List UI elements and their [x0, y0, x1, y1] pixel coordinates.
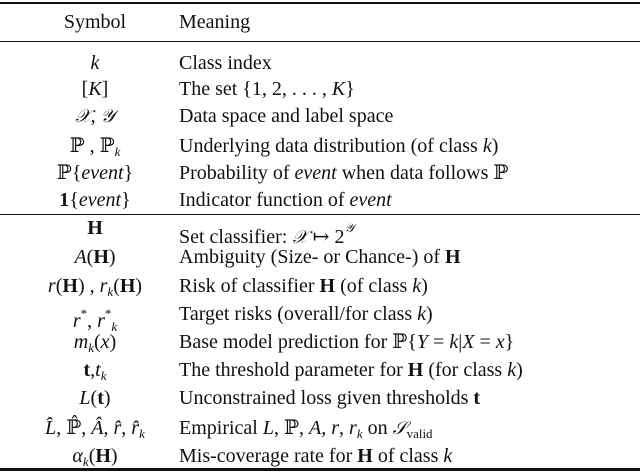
table-row — [0, 132, 640, 160]
symbol-cell — [0, 102, 190, 131]
symbol-text: event — [81, 162, 124, 184]
symbol-text: ℙ{ — [56, 162, 82, 184]
symbol-text: ) — [103, 387, 111, 409]
symbol-text: K — [88, 78, 102, 100]
meaning-text: Set classifier: — [179, 226, 293, 248]
meaning-text: k — [482, 135, 492, 157]
symbol-text: H — [119, 275, 136, 297]
symbol-text: 1 — [59, 189, 70, 211]
symbol-text: , ℙ̂, — [56, 417, 92, 439]
meaning-text: 𝒮 — [392, 418, 407, 439]
meaning-text: when data follows ℙ — [336, 162, 509, 184]
symbol-cell — [0, 442, 190, 476]
meaning-text: (of class — [335, 275, 413, 297]
meaning-text: Ambiguity (Size- or Chance-) of — [179, 246, 446, 268]
symbol-text: k — [90, 52, 100, 74]
meaning-cell — [179, 159, 508, 187]
symbol-text: ( — [55, 275, 63, 297]
table-row — [0, 186, 640, 214]
table-row — [0, 159, 640, 187]
symbol-text: k — [100, 368, 107, 383]
meaning-text: Indicator function of — [179, 189, 350, 211]
meaning-text: event — [294, 162, 337, 184]
symbol-text: [ — [81, 78, 89, 100]
symbol-text: k — [111, 319, 118, 334]
symbol-text: x — [100, 331, 110, 353]
symbol-text: H — [95, 445, 111, 467]
meaning-text: = — [474, 331, 496, 353]
meaning-text: Risk of classifier — [179, 275, 320, 297]
meaning-text: t — [473, 387, 481, 409]
symbol-text: } — [121, 189, 131, 211]
meaning-text: Underlying data distribution (of class — [179, 135, 483, 157]
meaning-cell — [179, 328, 514, 356]
meaning-text: ) — [421, 275, 428, 297]
meaning-cell — [179, 243, 461, 271]
symbol-text: H — [62, 275, 78, 297]
meaning-text: A — [309, 417, 322, 439]
meaning-cell — [179, 49, 272, 77]
top-rule — [0, 2, 640, 4]
meaning-text: X — [462, 331, 475, 353]
symbol-text: ℙ , ℙ — [69, 135, 115, 157]
table-row — [0, 414, 640, 442]
meaning-text: , — [339, 417, 350, 439]
symbol-text: α — [72, 445, 83, 467]
meaning-text: 𝒳 — [292, 227, 308, 248]
meaning-text: , — [321, 417, 332, 439]
symbol-text: k — [82, 454, 89, 469]
symbol-text: 𝒴 — [100, 106, 115, 127]
meaning-text: Mis-coverage rate for — [179, 445, 358, 467]
symbol-text: ( — [86, 246, 94, 268]
meaning-text: r — [331, 417, 340, 439]
symbol-text: , — [87, 310, 98, 332]
meaning-text: The threshold parameter for — [179, 359, 408, 381]
symbol-cell — [0, 214, 190, 242]
symbol-cell — [0, 159, 190, 187]
header-rule — [0, 41, 640, 42]
symbol-text: ] — [101, 78, 109, 100]
symbol-text: t — [97, 387, 104, 409]
symbol-text: , — [90, 105, 101, 127]
symbol-text: k — [114, 144, 121, 159]
table-row — [0, 442, 640, 470]
meaning-text: ) — [516, 359, 523, 381]
meaning-cell — [179, 75, 355, 103]
meaning-text: Y — [416, 331, 429, 353]
meaning-text: | — [458, 331, 463, 353]
symbol-cell — [0, 75, 190, 103]
meaning-text: ) — [426, 303, 433, 325]
table-row — [0, 328, 640, 356]
meaning-cell — [179, 132, 498, 160]
symbol-text: { — [69, 189, 79, 211]
meaning-text: H — [407, 359, 424, 381]
symbol-cell — [0, 384, 190, 412]
table-row — [0, 272, 640, 300]
meaning-text: k — [356, 426, 363, 441]
meaning-text: k — [412, 275, 422, 297]
symbol-text: t — [83, 359, 91, 381]
symbol-text: r — [72, 310, 81, 332]
meaning-text: The set {1, 2, . . . , — [179, 78, 332, 100]
symbol-text: } — [123, 162, 134, 184]
symbol-text: H — [93, 246, 109, 268]
symbol-text: ( — [90, 387, 98, 409]
symbol-text: event — [78, 189, 122, 211]
meaning-text: of class — [372, 445, 444, 467]
meaning-text: K — [331, 78, 346, 100]
meaning-text: Unconstrained loss given thresholds — [179, 387, 474, 409]
meaning-cell — [179, 272, 428, 300]
symbol-text: Â — [91, 417, 104, 439]
meaning-text: valid — [406, 426, 433, 441]
header-meaning: Meaning — [179, 11, 251, 33]
symbol-text: k — [107, 284, 114, 299]
meaning-cell — [179, 356, 523, 384]
meaning-text: H — [357, 445, 373, 467]
meaning-text: } — [504, 331, 515, 353]
symbol-text: r — [97, 310, 105, 332]
symbol-text: 𝒳 — [75, 106, 91, 127]
symbol-text: ) , — [77, 275, 100, 297]
symbol-text: H — [87, 217, 103, 239]
meaning-text: H — [319, 275, 336, 297]
meaning-text: k — [449, 331, 459, 353]
symbol-text: r — [47, 275, 56, 297]
meaning-text: on — [362, 417, 393, 439]
meaning-cell — [179, 442, 452, 470]
meaning-text: L — [262, 417, 274, 439]
symbol-cell — [0, 243, 190, 271]
table-row — [0, 384, 640, 412]
symbol-text: A — [74, 246, 87, 268]
symbol-text: L — [79, 387, 91, 409]
meaning-text: , ℙ, — [273, 417, 310, 439]
symbol-text: ) — [108, 246, 116, 268]
table-row — [0, 75, 640, 103]
meaning-text: k — [443, 445, 453, 467]
meaning-cell — [179, 102, 393, 130]
symbol-text: r̂ — [131, 417, 140, 439]
symbol-text: ) — [135, 275, 143, 297]
symbol-text: r — [99, 275, 108, 297]
meaning-text: = — [428, 331, 450, 353]
symbol-cell — [0, 49, 190, 77]
meaning-text: k — [507, 359, 517, 381]
meaning-text: } — [345, 78, 355, 100]
header-symbol: Symbol — [63, 11, 127, 33]
meaning-text: (for class — [423, 359, 508, 381]
meaning-text: ) — [491, 135, 499, 157]
table-row — [0, 214, 640, 248]
symbol-text: * — [80, 306, 88, 321]
meaning-text: r — [349, 417, 357, 439]
table-row — [0, 356, 640, 384]
symbol-text: ) — [110, 445, 118, 467]
symbol-text: ) — [109, 331, 117, 353]
meaning-text: event — [349, 189, 392, 211]
table-row — [0, 49, 640, 77]
symbol-text: k — [139, 426, 145, 441]
symbol-text: , — [90, 359, 96, 381]
symbol-text: r̂ — [113, 417, 122, 439]
meaning-text: Class index — [179, 52, 272, 74]
meaning-text: x — [495, 331, 505, 353]
header-row — [0, 8, 640, 36]
table-row — [0, 243, 640, 271]
meaning-cell — [179, 384, 480, 412]
symbol-text: k — [88, 340, 94, 355]
meaning-text: ↦ 2 — [307, 226, 345, 248]
symbol-text: , — [103, 417, 114, 439]
symbol-text: * — [104, 306, 112, 321]
meaning-text: Data space and label space — [179, 105, 394, 127]
symbol-text: ( — [88, 445, 96, 467]
meaning-cell — [179, 186, 392, 214]
meaning-text: Target risks (overall/for class — [179, 303, 418, 325]
table-row — [0, 102, 640, 130]
symbol-text: , — [121, 417, 132, 439]
meaning-text: Probability of — [179, 162, 295, 184]
symbol-text: L̂ — [45, 417, 57, 439]
symbol-text: ( — [113, 275, 120, 297]
meaning-text: H — [445, 246, 461, 268]
symbol-cell — [0, 186, 190, 214]
symbol-text: m — [73, 331, 89, 353]
meaning-text: Base model prediction for ℙ{ — [179, 331, 417, 353]
meaning-cell — [179, 300, 433, 328]
meaning-text: Empirical — [179, 417, 263, 439]
meaning-text: k — [417, 303, 427, 325]
symbol-text: t — [95, 359, 101, 381]
table-row — [0, 300, 640, 334]
symbol-text: ( — [94, 331, 101, 353]
meaning-text: 𝒴 — [344, 221, 354, 235]
